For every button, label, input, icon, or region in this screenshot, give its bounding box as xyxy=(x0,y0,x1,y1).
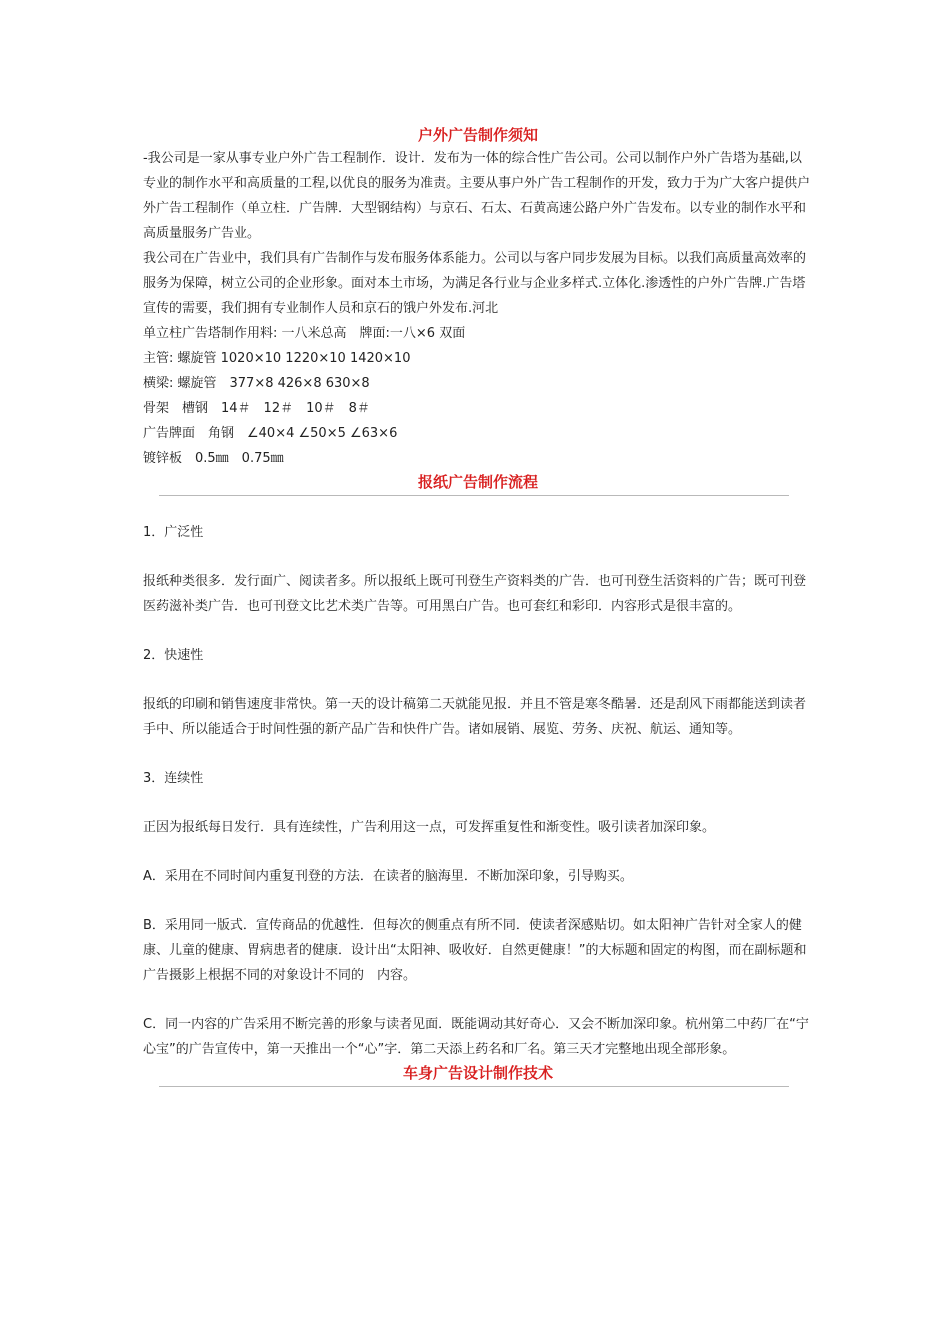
spec-line: 骨架 槽钢 14＃ 12＃ 10＃ 8＃ xyxy=(143,401,370,416)
spec-line: 横梁: 螺旋管 377×8 426×8 630×8 xyxy=(143,376,370,391)
spec-line: 单立柱广告塔制作用料: 一八米总高 牌面:一八×6 双面 xyxy=(143,326,466,341)
subheading-breadth: 1．广泛性 xyxy=(143,525,204,540)
point-b-paragraph: B．采用同一版式．宣传商品的优越性．但每次的侧重点有所不同．使读者深感贴切。如太阳神广告针对全家人的健康、儿童的健康、胃病患者的健康．设计出“太阳神、吸收好．自然更健康！”的大标题和固定的构图，而在副标题和广告摄影上根据不同的对象设计不同的 内容。 xyxy=(143,918,807,983)
spec-line: 主管: 螺旋管 1020×10 1220×10 1420×10 xyxy=(143,351,411,366)
section-title-vehicle-ads: 车身广告设计制作技术 xyxy=(402,1064,553,1082)
continuity-paragraph: 正因为报纸每日发行．具有连续性，广告利用这一点，可发挥重复性和渐变性。吸引读者加深印象。 xyxy=(143,820,716,835)
point-c-paragraph: C．同一内容的广告采用不断完善的形象与读者见面．既能调动其好奇心．又会不断加深印象。杭州第二中药厂在“宁心宝”的广告宣传中，第一天推出一个“心”字．第二天添上药名和厂名。第三天才完整地出现全部形象。 xyxy=(143,1017,809,1057)
section-divider xyxy=(159,1086,789,1087)
section-title-outdoor-ads: 户外广告制作须知 xyxy=(417,126,538,144)
intro-paragraph: -我公司是一家从事专业户外广告工程制作．设计．发布为一体的综合性广告公司。公司以制作户外广告塔为基础,以专业的制作水平和高质量的工程,以优良的服务为准责。主要从事户外广告工程制作的开发，致力于为广大客户提供户外广告工程制作（单立柱．广告牌．大型钢结构）与京石、石太、石黄高速公路户外广告发布。以专业的制作水平和高质量服务广告业。 xyxy=(143,151,811,241)
section-title-newspaper-ads: 报纸广告制作流程 xyxy=(417,473,538,491)
subheading-speed: 2．快速性 xyxy=(143,648,204,663)
breadth-paragraph: 报纸种类很多．发行面广、阅读者多。所以报纸上既可刊登生产资料类的广告．也可刊登生活资料的广告；既可刊登医药滋补类广告．也可刊登文比艺术类广告等。可用黑白广告。也可套红和彩印．内容形式是很丰富的。 xyxy=(143,574,807,614)
subheading-continuity: 3．连续性 xyxy=(143,771,204,786)
spec-line: 广告牌面 角钢 ∠40×4 ∠50×5 ∠63×6 xyxy=(143,426,398,441)
document-page xyxy=(143,124,813,1087)
speed-paragraph: 报纸的印刷和销售速度非常快。第一天的设计稿第二天就能见报．并且不管是寒冬酷暑．还是刮风下雨都能送到读者手中、所以能适合于时间性强的新产品广告和快件广告。诸如展销、展览、劳务、庆祝、航运、通知等。 xyxy=(143,697,807,737)
spec-line: 镀锌板 0.5㎜ 0.75㎜ xyxy=(143,451,284,466)
capability-paragraph: 我公司在广告业中，我们具有广告制作与发布服务体系能力。公司以与客户同步发展为目标。以我们高质量高效率的服务为保障，树立公司的企业形象。面对本土市场，为满足各行业与企业多样式.立体化.渗透性的户外广告牌.广告塔宣传的需要，我们拥有专业制作人员和京石的饿户外发布.河北 xyxy=(143,251,807,316)
point-a-paragraph: A．采用在不同时间内重复刊登的方法．在读者的脑海里．不断加深印象，引导购买。 xyxy=(143,869,633,884)
